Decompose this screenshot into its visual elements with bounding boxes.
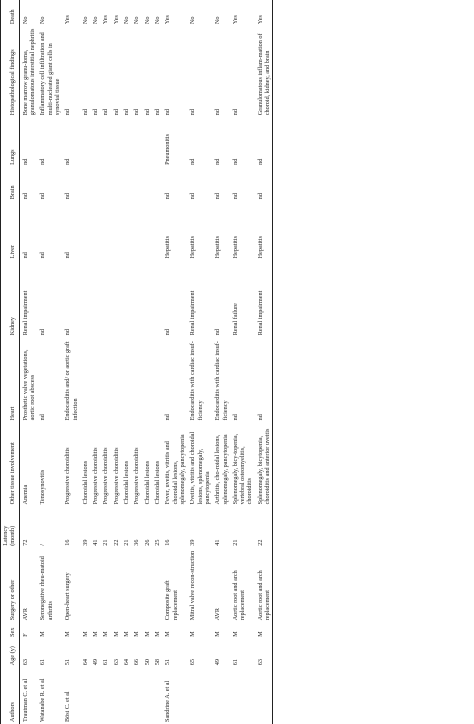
- table-cell: nd: [214, 329, 222, 336]
- table-cell: Yes: [112, 15, 120, 25]
- table-cell: F: [21, 633, 29, 637]
- table-row: [19, 0, 37, 724]
- table-cell: nd: [39, 193, 47, 200]
- table-cell: [90, 201, 100, 260]
- table-cell: nd: [21, 193, 29, 200]
- table-cell: [111, 548, 121, 623]
- table-cell: [152, 337, 162, 422]
- table-cell: Prosthetic valve vegetations, aortic root abscess: [21, 349, 36, 421]
- table-cell: nd: [92, 109, 100, 116]
- table-cell: nd: [81, 109, 89, 116]
- table-cell: M: [154, 631, 161, 637]
- table-cell: 63: [21, 659, 29, 666]
- table-cell: 36: [133, 539, 141, 546]
- table-cell: Renal impairment: [189, 290, 197, 336]
- table-cell: Renal impairment: [256, 290, 264, 336]
- table-cell: nd: [164, 329, 172, 336]
- table-cell: nd: [214, 193, 222, 200]
- table-cell: nd: [189, 109, 197, 116]
- table-cell: [121, 337, 131, 422]
- table-cell: Endocarditis and/ or aortic graft infection: [64, 341, 79, 421]
- table-cell: [255, 667, 273, 724]
- table-cell: [121, 167, 131, 201]
- table-cell: 41: [92, 539, 100, 546]
- table-cell: [80, 548, 90, 623]
- table-cell: 66: [133, 659, 141, 666]
- table-cell: Anemia: [21, 484, 29, 505]
- table-cell: [142, 337, 152, 422]
- table-cell: [111, 167, 121, 201]
- table-cell: nd: [64, 193, 72, 200]
- column-header: Heart: [9, 406, 17, 421]
- table-cell: 50: [143, 659, 151, 666]
- table-cell: /: [39, 544, 47, 546]
- table-cell: [90, 260, 100, 337]
- table-cell: [80, 167, 90, 201]
- table-cell: [90, 117, 100, 167]
- table-cell: Hepatitis: [256, 235, 264, 259]
- table-cell: [142, 548, 152, 623]
- table-cell: [111, 667, 121, 724]
- table-cell: [111, 337, 121, 422]
- table-cell: nd: [256, 193, 264, 200]
- table-cell: 16: [164, 539, 172, 546]
- table-cell: Yes: [64, 15, 72, 25]
- table-cell: Yes: [256, 15, 264, 25]
- column-header: Histopathological findings: [9, 49, 17, 116]
- table-cell: Progressive choroiditis: [92, 447, 100, 505]
- table-cell: Choroidal lesions: [123, 460, 131, 505]
- table-cell: nd: [231, 109, 239, 116]
- table-cell: 39: [81, 539, 89, 546]
- table-cell: [142, 117, 152, 167]
- table-cell: Seronegative rheu-matoid arthritis: [39, 556, 54, 621]
- column-header: Liver: [9, 244, 17, 259]
- table-cell: M: [112, 631, 120, 637]
- table-cell: [90, 667, 100, 724]
- table-cell: 39: [189, 539, 197, 546]
- table-cell: Progressive choroiditis: [112, 447, 120, 505]
- table-row: [37, 0, 62, 724]
- table-cell: 25: [154, 539, 161, 546]
- table-cell: [111, 117, 121, 167]
- table-cell: [187, 667, 212, 724]
- table-cell: Arthritis, cho-roidal lesions, splenomegaly, pancytopenia: [214, 434, 229, 505]
- table-cell: nd: [214, 109, 222, 116]
- table-cell: Progressive choroiditis: [133, 447, 141, 505]
- table-cell: nd: [189, 193, 197, 200]
- table-cell: [121, 260, 131, 337]
- table-cell: [142, 260, 152, 337]
- table-row: [62, 0, 80, 724]
- table-cell: Pneumonitis: [164, 133, 172, 165]
- table-cell: Watanabe R. et al: [39, 678, 47, 722]
- table-row: [255, 0, 273, 724]
- table-cell: [121, 117, 131, 167]
- table-cell: Sandrine A. et al: [164, 680, 172, 722]
- table-cell: [152, 117, 162, 167]
- table-cell: [80, 117, 90, 167]
- table-cell: nd: [64, 158, 72, 165]
- table-cell: M: [143, 631, 151, 637]
- table-cell: No: [92, 16, 100, 25]
- table-cell: [80, 667, 90, 724]
- table-cell: Trautman C. et al: [21, 678, 29, 722]
- table-cell: Choroidal lesions: [81, 460, 89, 505]
- table-cell: Yes: [231, 15, 239, 25]
- table-cell: Choroidal lesions: [154, 460, 161, 505]
- table-cell: [142, 167, 152, 201]
- table-cell: AVR: [214, 608, 222, 621]
- table-cell: [142, 667, 152, 724]
- table-cell: No: [81, 16, 89, 25]
- table-cell: [212, 667, 230, 724]
- table-cell: No: [154, 16, 161, 25]
- table-cell: [131, 201, 141, 260]
- table-cell: 61: [231, 659, 239, 666]
- table-cell: M: [256, 631, 264, 637]
- table-cell: 51: [164, 659, 172, 666]
- table-cell: nd: [123, 109, 131, 116]
- column-header: Lungs: [9, 149, 17, 165]
- table-cell: Composite graft replacement: [164, 580, 179, 621]
- table-cell: [100, 117, 110, 167]
- table-cell: Mitral valve recon-struction: [189, 550, 197, 621]
- table-cell: nd: [164, 193, 172, 200]
- table-cell: [131, 337, 141, 422]
- table-cell: M: [64, 631, 72, 637]
- table-cell: 64: [81, 659, 89, 666]
- table-cell: M: [102, 631, 110, 637]
- table-cell: Aortic root and arch replacement: [256, 570, 272, 621]
- table-cell: Hepatitis: [231, 235, 239, 259]
- table-cell: nd: [39, 158, 47, 165]
- table-cell: nd: [21, 252, 29, 259]
- table-cell: 49: [92, 659, 100, 666]
- table-cell: Uveitis, vitritis and choroidal lesions, splenomegaly, pancytopenia: [189, 431, 211, 505]
- table-cell: [152, 260, 162, 337]
- table-cell: No: [143, 16, 151, 25]
- column-header: Sex: [9, 627, 17, 637]
- table-cell: No: [21, 16, 29, 25]
- table-cell: M: [92, 631, 100, 637]
- table-cell: 21: [123, 539, 131, 546]
- table-cell: [152, 167, 162, 201]
- table-cell: 41: [214, 539, 222, 546]
- table-cell: M: [81, 631, 89, 637]
- table-cell: [90, 337, 100, 422]
- table-row: [131, 0, 141, 724]
- table-cell: M: [133, 631, 141, 637]
- column-header: Kidney: [9, 317, 17, 336]
- table-cell: Hepatitis: [189, 235, 197, 259]
- table-cell: [100, 167, 110, 201]
- table-cell: [80, 260, 90, 337]
- table-cell: nd: [214, 158, 222, 165]
- table-cell: [152, 667, 162, 724]
- table-cell: [90, 167, 100, 201]
- table-cell: nd: [143, 109, 151, 116]
- table-cell: nd: [64, 252, 72, 259]
- table-cell: [100, 548, 110, 623]
- table-cell: [230, 667, 255, 724]
- table-row: [121, 0, 131, 724]
- table-cell: M: [164, 631, 172, 637]
- column-header: Surgery or other: [9, 579, 17, 621]
- table-cell: Inflammatory cell infiltration and multi-nucleated giant cells in synovial tissue: [39, 32, 61, 116]
- table-cell: AVR: [21, 608, 29, 621]
- table-row: [212, 0, 230, 724]
- table-cell: No: [133, 16, 141, 25]
- table-cell: nd: [39, 329, 47, 336]
- table-row: [152, 0, 162, 724]
- table-cell: Hepatitis: [164, 235, 172, 259]
- table-row: [162, 0, 187, 724]
- table-cell: No: [39, 16, 47, 25]
- table-cell: Splenomegaly, bicy-topenia, vertebral osteomyelitis, choroiditis: [231, 433, 254, 505]
- table-cell: [100, 667, 110, 724]
- table-cell: nd: [64, 329, 72, 336]
- table-cell: Choroidal lesions: [143, 460, 151, 505]
- table-cell: No: [189, 16, 197, 25]
- table-cell: No: [214, 16, 222, 25]
- table-cell: 61: [39, 659, 47, 666]
- table-row: [80, 0, 90, 724]
- table-cell: 49: [214, 659, 222, 666]
- table-cell: 22: [112, 539, 120, 546]
- table-cell: M: [231, 631, 239, 637]
- table-cell: Bone marrow granu-loma, granulomatous interstitial nephritis: [21, 28, 36, 116]
- table-cell: nd: [256, 414, 264, 421]
- table-cell: [80, 201, 90, 260]
- table-cell: 72: [21, 539, 29, 546]
- table-cell: 58: [154, 659, 161, 666]
- column-header: Other tissue involvement: [9, 442, 17, 505]
- column-header: Latency (month): [2, 525, 17, 546]
- table-cell: nd: [133, 109, 141, 116]
- table-cell: [121, 548, 131, 623]
- table-cell: [90, 548, 100, 623]
- table-cell: 22: [256, 539, 264, 546]
- table-cell: [131, 667, 141, 724]
- table-cell: No: [123, 16, 131, 25]
- column-header: Authors: [9, 702, 17, 722]
- table-cell: nd: [64, 109, 72, 116]
- table-cell: Progressive choroiditis: [64, 447, 72, 505]
- table-cell: M: [123, 631, 131, 637]
- table-cell: [131, 548, 141, 623]
- table-cell: 64: [123, 659, 131, 666]
- table-cell: 26: [143, 539, 151, 546]
- table-cell: [142, 201, 152, 260]
- table-cell: nd: [164, 414, 172, 421]
- table-header: [1, 0, 20, 724]
- table-cell: Hepatitis: [214, 235, 222, 259]
- table-cell: Bösi C. et al: [64, 691, 72, 722]
- table-cell: 16: [64, 539, 72, 546]
- table-cell: [100, 260, 110, 337]
- table-cell: Aortic root and arch replacement: [231, 570, 247, 621]
- table-row: [142, 0, 152, 724]
- table-cell: Fever, uveitis, vitritis and choroidal lesions, splenomegaly, pancytopenia: [164, 434, 186, 505]
- table-cell: [152, 201, 162, 260]
- table-cell: Endocarditis with cardiac insuf-ficiency: [189, 341, 204, 421]
- table-cell: 61: [102, 659, 110, 666]
- table-cell: 65: [189, 659, 197, 666]
- table-cell: nd: [39, 252, 47, 259]
- table-cell: [121, 667, 131, 724]
- table-cell: [100, 337, 110, 422]
- table-cell: nd: [231, 414, 239, 421]
- table-cell: 63: [112, 659, 120, 666]
- table-cell: [152, 548, 162, 623]
- table-cell: nd: [102, 109, 110, 116]
- table-cell: M: [189, 631, 197, 637]
- table-cell: Yes: [164, 15, 172, 25]
- table-cell: nd: [231, 193, 239, 200]
- header-row: [1, 0, 20, 724]
- table-row: [187, 0, 212, 724]
- table-cell: [131, 167, 141, 201]
- table-cell: [131, 117, 141, 167]
- table-cell: Granulomatous inflam-mation of choroid, kidney, and brain: [256, 33, 272, 116]
- table-row: [100, 0, 110, 724]
- table-cell: 51: [64, 659, 72, 666]
- column-header: Death: [9, 9, 17, 25]
- table-cell: Yes: [102, 15, 110, 25]
- table-cell: nd: [39, 414, 47, 421]
- table-row: [230, 0, 255, 724]
- table-row: [111, 0, 121, 724]
- table-cell: [111, 201, 121, 260]
- table-cell: Tenosynovitis: [39, 469, 47, 505]
- table-cell: Progressive choroiditis: [102, 447, 110, 505]
- table-cell: [80, 337, 90, 422]
- table-cell: nd: [154, 109, 161, 116]
- table-cell: Open-heart surgery: [64, 572, 72, 621]
- table-row: [90, 0, 100, 724]
- table-cell: nd: [164, 109, 172, 116]
- table-cell: nd: [231, 158, 239, 165]
- table-cell: nd: [189, 158, 197, 165]
- table-cell: nd: [112, 109, 120, 116]
- table-body: [19, 0, 273, 724]
- table-cell: M: [214, 631, 222, 637]
- table-cell: Endocarditis with cardiac insuf-ficiency: [214, 341, 229, 421]
- table-cell: [131, 260, 141, 337]
- table-cell: M: [39, 631, 47, 637]
- table-cell: [111, 260, 121, 337]
- table-cell: 21: [102, 539, 110, 546]
- table-cell: nd: [21, 158, 29, 165]
- table-cell: 63: [256, 659, 264, 666]
- table-cell: Renal failure: [231, 303, 239, 336]
- table-cell: Renal impairment: [21, 290, 29, 336]
- column-header: Age (y): [9, 646, 17, 666]
- table-cell: [100, 201, 110, 260]
- table-cell: nd: [256, 158, 264, 165]
- table-cell: [121, 201, 131, 260]
- column-header: Brain: [9, 185, 17, 200]
- table-cell: Splenomegaly, bicytopenia, choroiditis and anterior uveitis: [256, 428, 272, 505]
- table-cell: 21: [231, 539, 239, 546]
